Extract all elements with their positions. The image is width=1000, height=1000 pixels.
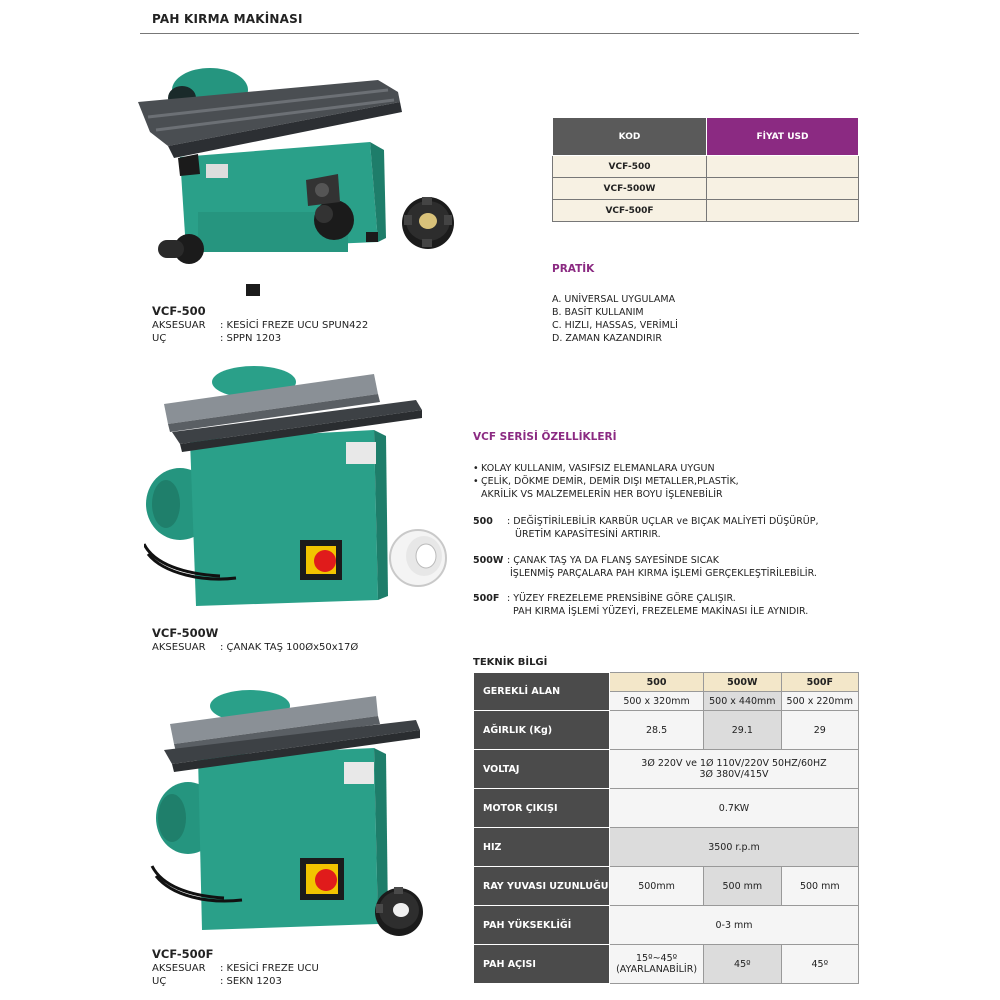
row-label: PAH YÜKSEKLİĞİ <box>474 906 610 945</box>
page-title: PAH KIRMA MAKİNASI <box>152 12 303 26</box>
table-row <box>474 711 859 750</box>
value-cell: 500 x 220mm <box>781 692 858 711</box>
kod-cell: VCF-500F <box>553 200 707 222</box>
kod-cell: VCF-500 <box>553 156 707 178</box>
list-item: B. BASİT KULLANIM <box>552 307 644 318</box>
list-item: • ÇELİK, DÖKME DEMİR, DEMİR DIŞI METALLER,PLASTİK, <box>473 476 739 487</box>
product-model: VCF-500F <box>152 947 214 961</box>
value-cell: 3500 r.p.m <box>610 828 859 867</box>
row-label: RAY YUVASI UZUNLUĞU <box>474 867 610 906</box>
product-model: VCF-500W <box>152 626 219 640</box>
row-label: HIZ <box>474 828 610 867</box>
bullet: • <box>473 463 479 474</box>
value-cell: 500 x 440mm <box>704 692 781 711</box>
table-row <box>474 945 859 984</box>
fiyat-cell <box>707 156 859 178</box>
value-cell: 28.5 <box>610 711 704 750</box>
model-desc-500w: 500W : ÇANAK TAŞ YA DA FLANŞ SAYESİNDE SICAK İŞLENMİŞ PARÇALARA PAH KIRMA İŞLEMİ GERÇEKLEŞTİRİLEBİLİR. <box>473 555 817 579</box>
model-desc-500: 500 : DEĞİŞTİRİLEBİLİR KARBÜR UÇLAR ve BIÇAK MALİYETİ DÜŞÜRÜP, ÜRETİM KAPASİTESİNİ ARTIRIR. <box>473 516 819 540</box>
value-cell: 3Ø 220V ve 1Ø 110V/220V 50HZ/60HZ 3Ø 380V/415V <box>610 750 859 789</box>
list-item: D. ZAMAN KAZANDIRIR <box>552 333 662 344</box>
model-header: 500 <box>610 673 704 692</box>
table-row <box>474 789 859 828</box>
spec-row: AKSESUAR : KESİCİ FREZE UCU SPUN422 <box>152 320 369 331</box>
row-label: PAH AÇISI <box>474 945 610 984</box>
value-cell: 45º <box>704 945 781 984</box>
model-header: 500F <box>781 673 858 692</box>
table-row <box>474 673 859 692</box>
price-table-header <box>553 118 859 156</box>
row-label: AĞIRLIK (Kg) <box>474 711 610 750</box>
price-table <box>552 117 859 222</box>
value-cell: 45º <box>781 945 858 984</box>
vcf-500-cutter-image <box>400 193 456 251</box>
spec-row: AKSESUAR : KESİCİ FREZE UCU <box>152 963 319 974</box>
table-row <box>474 750 859 789</box>
row-label: GEREKLİ ALAN <box>474 673 610 711</box>
list-item: A. UNİVERSAL UYGULAMA <box>552 294 676 305</box>
bullet: • <box>473 476 479 487</box>
model-desc-500f: 500F : YÜZEY FREZELEME PRENSİBİNE GÖRE ÇALIŞIR. PAH KIRMA İŞLEMİ YÜZEYİ, FREZELEME MAKİNASI İLE AYNIDIR. <box>473 593 809 617</box>
list-item: C. HIZLI, HASSAS, VERİMLİ <box>552 320 678 331</box>
table-row <box>553 178 859 200</box>
product-model: VCF-500 <box>152 304 206 318</box>
row-label: MOTOR ÇIKIŞI <box>474 789 610 828</box>
fiyat-cell <box>707 178 859 200</box>
value-cell: 500mm <box>610 867 704 906</box>
vcf-series-heading: VCF SERİSİ ÖZELLİKLERİ <box>473 431 617 443</box>
value-cell: 29.1 <box>704 711 781 750</box>
kod-cell: VCF-500W <box>553 178 707 200</box>
tech-heading: TEKNİK BİLGİ <box>473 657 548 668</box>
value-cell: 0-3 mm <box>610 906 859 945</box>
fiyat-header: FİYAT USD <box>707 118 859 156</box>
spec-row: UÇ : SEKN 1203 <box>152 976 282 987</box>
vcf-500-caption <box>152 305 368 345</box>
value-cell: 29 <box>781 711 858 750</box>
value-cell: 0.7KW <box>610 789 859 828</box>
table-row <box>553 156 859 178</box>
value-cell: 500 mm <box>704 867 781 906</box>
vcf-500-machine-image <box>138 62 403 302</box>
vcf-500w-caption <box>152 627 358 654</box>
vcf-500w-machine-image <box>144 364 426 610</box>
vcf-500f-caption <box>152 948 319 988</box>
pratik-heading: PRATİK <box>552 263 595 275</box>
table-row <box>553 200 859 222</box>
spec-row: UÇ : SPPN 1203 <box>152 333 282 344</box>
value-cell: 15º~45º (AYARLANABİLİR) <box>610 945 704 984</box>
row-label: VOLTAJ <box>474 750 610 789</box>
table-row <box>474 867 859 906</box>
tech-table <box>473 672 859 984</box>
pratik-list <box>552 293 678 345</box>
spec-row: AKSESUAR : ÇANAK TAŞ 100Øx50x17Ø <box>152 642 359 653</box>
vcf-500f-cutter-image <box>372 884 426 938</box>
vcf-feature-list <box>473 462 739 501</box>
model-header: 500W <box>704 673 781 692</box>
table-row <box>474 828 859 867</box>
title-divider <box>140 33 859 34</box>
vcf-500w-cup-wheel-image <box>388 528 450 588</box>
list-item: • KOLAY KULLANIM, VASIFSIZ ELEMANLARA UYGUN <box>473 463 715 474</box>
fiyat-cell <box>707 200 859 222</box>
kod-header: KOD <box>553 118 707 156</box>
table-row <box>474 906 859 945</box>
value-cell: 500 x 320mm <box>610 692 704 711</box>
list-item: AKRİLİK VS MALZEMELERİN HER BOYU İŞLENEBİLİR <box>481 489 723 500</box>
value-cell: 500 mm <box>781 867 858 906</box>
